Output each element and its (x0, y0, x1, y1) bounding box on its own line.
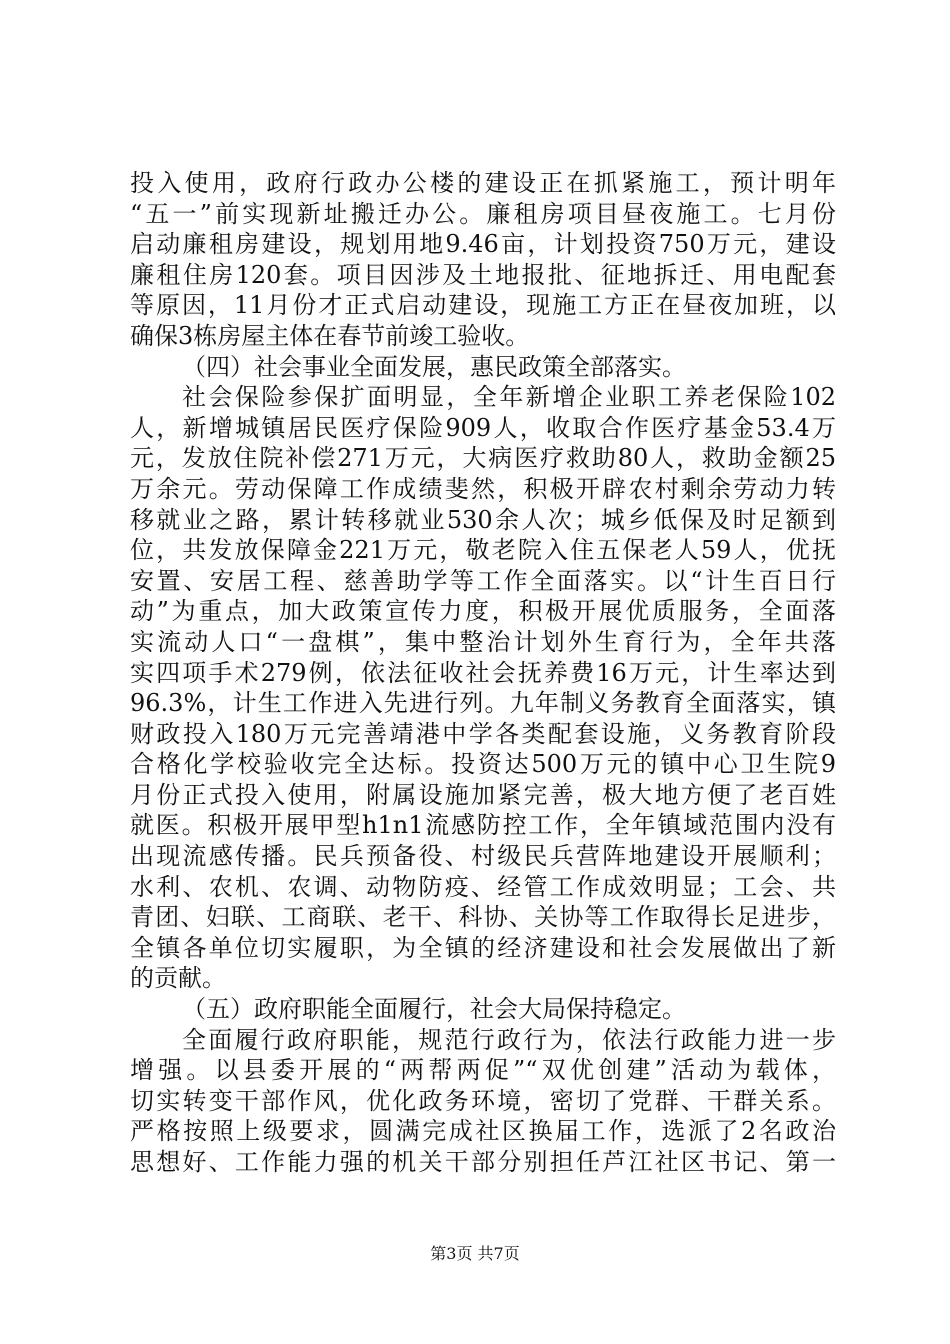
text-line: 投入使用，政府行政办公楼的建设正在抓紧施工，预计明年 (130, 169, 836, 197)
document-body (130, 168, 836, 1178)
text-line: 等原因，11月份才正式启动建设，现施工方正在昼夜加班，以 (130, 291, 836, 320)
text-line: 廉租住房120套。项目因涉及土地报批、征地拆迁、用电配套 (130, 260, 836, 289)
text-line: “五一”前实现新址搬迁办公。廉租房项目昼夜施工。七月份 (130, 199, 836, 228)
text-line: 思想好、工作能力强的机关干部分别担任芦江社区书记、第一 (130, 1148, 836, 1176)
text-line: 移就业之路，累计转移就业530余人次；城乡低保及时足额到 (130, 505, 836, 534)
text-line: 实四项手术279例，依法征收社会抚养费16万元，计生率达到 (130, 658, 836, 687)
paragraph-start: 全面履行政府职能，规范行政行为，依法行政能力进一步 (182, 1025, 836, 1054)
page-number: 第3页 共7页 (430, 1244, 520, 1263)
text-line: 的贡献。 (130, 964, 226, 993)
text-line: 月份正式投入使用，附属设施加紧完善，极大地方便了老百姓 (130, 780, 836, 809)
text-line: 切实转变干部作风，优化政务环境，密切了党群、干群关系。 (130, 1086, 836, 1115)
text-line: 启动廉租房建设，规划用地9.46亩，计划投资750万元，建设 (130, 230, 836, 259)
text-line: 人，新增城镇居民医疗保险909人，收取合作医疗基金53.4万 (130, 413, 836, 442)
text-line: 万余元。劳动保障工作成绩斐然，积极开辟农村剩余劳动力转 (130, 474, 836, 503)
text-line: 动”为重点，加大政策宣传力度，积极开展优质服务，全面落 (130, 597, 836, 626)
text-line: 合格化学校验收完全达标。投资达500万元的镇中心卫生院9 (130, 750, 836, 779)
section-heading: （五）政府职能全面履行，社会大局保持稳定。 (182, 995, 686, 1024)
text-line: 全镇各单位切实履职，为全镇的经济建设和社会发展做出了新 (130, 933, 836, 962)
text-line: 96.3%，计生工作进入先进行列。九年制义务教育全面落实，镇 (130, 689, 836, 718)
section-heading: （四）社会事业全面发展，惠民政策全部落实。 (182, 352, 686, 381)
text-line: 就医。积极开展甲型h1n1流感防控工作，全年镇域范围内没有 (130, 811, 836, 840)
text-line: 财政投入180万元完善靖港中学各类配套设施，义务教育阶段 (130, 719, 836, 748)
text-line: 确保3栋房屋主体在春节前竣工验收。 (130, 321, 530, 350)
paragraph-start: 社会保险参保扩面明显，全年新增企业职工养老保险102 (182, 383, 836, 412)
text-line: 增强。以县委开展的“两帮两促”“双优创建”活动为载体， (130, 1056, 836, 1085)
text-line: 实流动人口“一盘棋”，集中整治计划外生育行为，全年共落 (130, 627, 836, 656)
text-line: 元，发放住院补偿271万元，大病医疗救助80人，救助金额25 (130, 444, 836, 473)
text-line: 出现流感传播。民兵预备役、村级民兵营阵地建设开展顺利； (130, 842, 836, 871)
text-line: 青团、妇联、工商联、老干、科协、关协等工作取得长足进步， (130, 903, 836, 932)
text-line: 水利、农机、农调、动物防疫、经管工作成效明显；工会、共 (130, 872, 836, 901)
text-line: 安置、安居工程、慈善助学等工作全面落实。以“计生百日行 (130, 566, 836, 595)
text-line: 严格按照上级要求，圆满完成社区换届工作，选派了2名政治 (130, 1117, 836, 1146)
text-line: 位，共发放保障金221万元，敬老院入住五保老人59人，优抚 (130, 536, 836, 565)
